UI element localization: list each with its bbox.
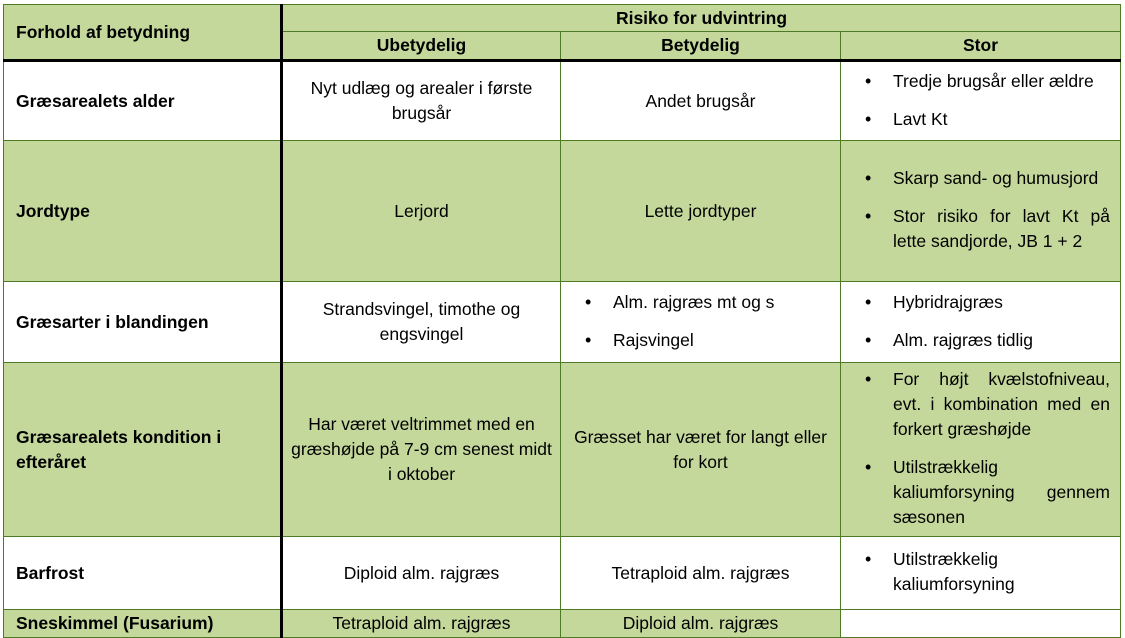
group-header: Risiko for udvintring bbox=[282, 5, 1121, 32]
cell-ubetydelig: Tetraploid alm. rajgræs bbox=[282, 610, 561, 638]
cell-betydelig: Andet brugsår bbox=[561, 61, 841, 141]
bullet-list bbox=[561, 290, 840, 353]
cell-betydelig bbox=[561, 282, 841, 363]
list-item: • Lavt Kt bbox=[841, 107, 1120, 132]
cell-betydelig: Græsset har været for langt eller for kort bbox=[561, 363, 841, 537]
list-item: • Skarp sand- og humusjord bbox=[841, 166, 1120, 191]
table-row bbox=[4, 61, 1121, 141]
bullet-list bbox=[841, 367, 1120, 530]
list-item: • Stor risiko for lavt Kt på lette sandjorde, JB 1 + 2 bbox=[841, 204, 1120, 254]
row-label: Barfrost bbox=[4, 537, 282, 610]
table-row bbox=[4, 363, 1121, 537]
cell-betydelig: Tetraploid alm. rajgræs bbox=[561, 537, 841, 610]
list-item: • Tredje brugsår eller ældre bbox=[841, 69, 1120, 94]
risk-table bbox=[3, 4, 1121, 638]
row-label: Jordtype bbox=[4, 141, 282, 282]
bullet-list bbox=[841, 166, 1120, 254]
cell-ubetydelig: Nyt udlæg og arealer i første brugsår bbox=[282, 61, 561, 141]
bullet-list bbox=[841, 547, 1120, 597]
cell-stor bbox=[841, 537, 1121, 610]
table-row bbox=[4, 282, 1121, 363]
list-item: • Rajsvingel bbox=[561, 328, 840, 353]
bullet-list bbox=[841, 69, 1120, 132]
list-item: • For højt kvælstofniveau, evt. i kombination med en forkert græshøjde bbox=[841, 367, 1120, 442]
cell-betydelig: Diploid alm. rajgræs bbox=[561, 610, 841, 638]
cell-betydelig: Lette jordtyper bbox=[561, 141, 841, 282]
list-item: • Alm. rajgræs mt og s bbox=[561, 290, 840, 315]
table-row bbox=[4, 610, 1121, 638]
cell-stor bbox=[841, 61, 1121, 141]
list-item: • Utilstrækkelig kaliumforsyning bbox=[841, 547, 1120, 597]
column-header-stor: Stor bbox=[841, 32, 1121, 61]
row-label: Græsarealets alder bbox=[4, 61, 282, 141]
cell-ubetydelig: Diploid alm. rajgræs bbox=[282, 537, 561, 610]
bullet-list bbox=[841, 290, 1120, 353]
table-row bbox=[4, 537, 1121, 610]
cell-ubetydelig: Har været veltrimmet med en græshøjde på 7-9 cm senest midt i oktober bbox=[282, 363, 561, 537]
corner-header: Forhold af betydning bbox=[4, 5, 282, 61]
row-label: Græsarter i blandingen bbox=[4, 282, 282, 363]
cell-ubetydelig: Lerjord bbox=[282, 141, 561, 282]
column-header-ubetydelig: Ubetydelig bbox=[282, 32, 561, 61]
list-item: • Utilstrækkelig kaliumforsyning gennem sæsonen bbox=[841, 455, 1120, 530]
cell-stor bbox=[841, 282, 1121, 363]
row-label: Græsarealets kondition i efteråret bbox=[4, 363, 282, 537]
table-row bbox=[4, 141, 1121, 282]
list-item: • Alm. rajgræs tidlig bbox=[841, 328, 1120, 353]
cell-stor bbox=[841, 363, 1121, 537]
list-item: • Hybridrajgræs bbox=[841, 290, 1120, 315]
cell-stor bbox=[841, 141, 1121, 282]
cell-stor bbox=[841, 610, 1121, 638]
cell-ubetydelig: Strandsvingel, timothe og engsvingel bbox=[282, 282, 561, 363]
column-header-betydelig: Betydelig bbox=[561, 32, 841, 61]
row-label: Sneskimmel (Fusarium) bbox=[4, 610, 282, 638]
